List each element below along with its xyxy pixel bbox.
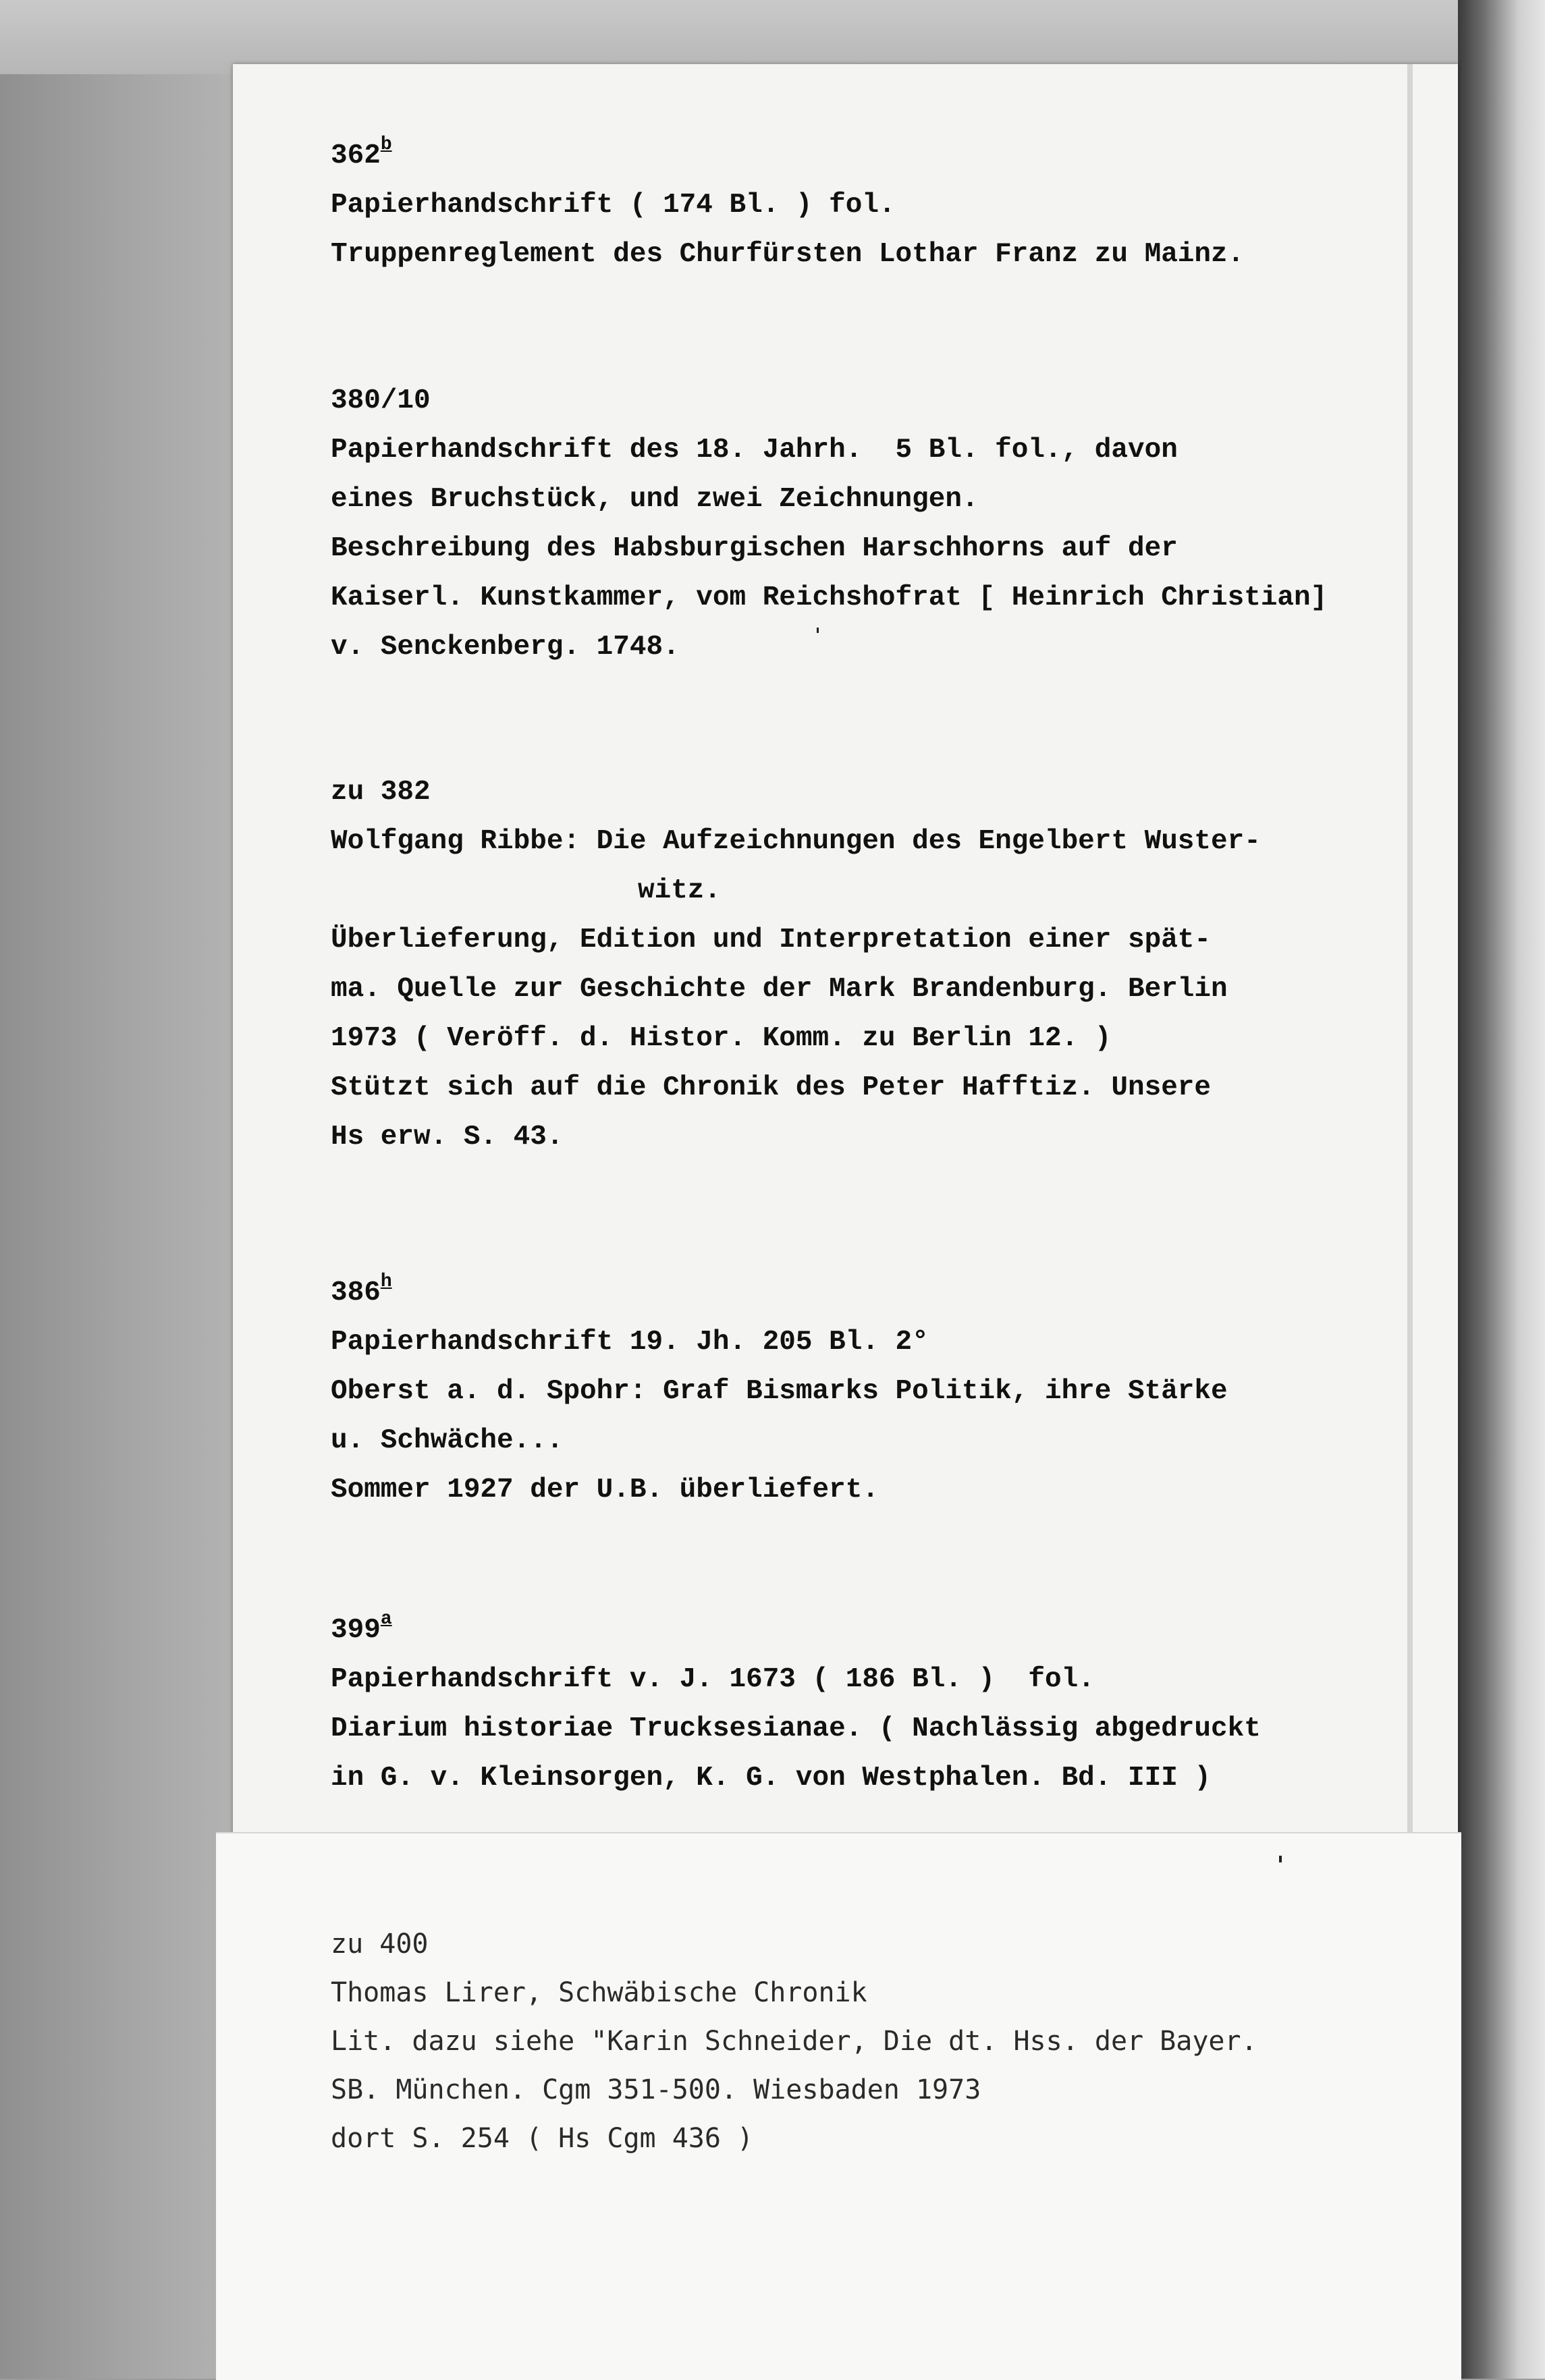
entry-line: Thomas Lirer, Schwäbische Chronik bbox=[331, 1977, 867, 2008]
entry-386h bbox=[331, 1269, 1228, 1515]
backdrop-left bbox=[0, 0, 243, 2379]
entry-number: 362$^b$ bbox=[331, 134, 392, 171]
card-fold-line bbox=[1407, 64, 1413, 1846]
entry-suffix: a bbox=[380, 1609, 392, 1630]
entry-line: dort S. 254 ( Hs Cgm 436 ) bbox=[331, 2123, 754, 2154]
entry-number: zu 382 bbox=[331, 777, 431, 808]
entry-line-indented: witz. bbox=[638, 875, 722, 906]
entry-380-10 bbox=[331, 377, 1327, 672]
entry-line: Papierhandschrift des 18. Jahrh. 5 Bl. fol., davon bbox=[331, 435, 1178, 466]
entry-362b bbox=[331, 132, 1244, 279]
entry-line: Überlieferung, Edition und Interpretation einer spät- bbox=[331, 924, 1212, 956]
entry-line: u. Schwäche... bbox=[331, 1425, 564, 1456]
entry-line: Kaiserl. Kunstkammer, vom Reichshofrat [ Heinrich Christian] bbox=[331, 582, 1328, 613]
backdrop-top bbox=[0, 0, 1545, 74]
entry-number: 399$^a$ bbox=[331, 1609, 392, 1646]
entry-line: ma. Quelle zur Geschichte der Mark Brandenburg. Berlin bbox=[331, 974, 1228, 1005]
entry-line: eines Bruchstück, und zwei Zeichnungen. bbox=[331, 484, 979, 515]
entry-line: Truppenreglement des Churfürsten Lothar Franz zu Mainz. bbox=[331, 239, 1245, 270]
entry-number: 386$^h$ bbox=[331, 1271, 392, 1308]
entry-line: Beschreibung des Habsburgischen Harschhorns auf der bbox=[331, 533, 1178, 564]
entry-suffix: b bbox=[380, 134, 392, 155]
entry-line: Oberst a. d. Spohr: Graf Bismarks Politik, ihre Stärke bbox=[331, 1376, 1228, 1407]
entry-line: Wolfgang Ribbe: Die Aufzeichnungen des Engelbert Wuster- bbox=[331, 826, 1261, 857]
entry-399a bbox=[331, 1606, 1261, 1803]
ink-speck bbox=[817, 628, 819, 633]
entry-suffix: h bbox=[380, 1271, 392, 1292]
entry-line: Lit. dazu siehe "Karin Schneider, Die dt. Hss. der Bayer. bbox=[331, 2026, 1257, 2057]
entry-line: SB. München. Cgm 351-500. Wiesbaden 1973 bbox=[331, 2074, 981, 2105]
entry-number: zu 400 bbox=[331, 1929, 429, 1960]
entry-line: Papierhandschrift ( 174 Bl. ) fol. bbox=[331, 190, 896, 221]
backdrop-right-edge bbox=[1458, 0, 1545, 2379]
entry-number: 380/10 bbox=[331, 385, 431, 416]
entry-line: Hs erw. S. 43. bbox=[331, 1122, 564, 1153]
entry-line: Diarium historiae Trucksesianae. ( Nachlässig abgedruckt bbox=[331, 1713, 1261, 1744]
entry-line: Papierhandschrift v. J. 1673 ( 186 Bl. ) fol. bbox=[331, 1664, 1095, 1695]
entry-line: in G. v. Kleinsorgen, K. G. von Westphalen. Bd. III ) bbox=[331, 1763, 1212, 1794]
entry-line: Sommer 1927 der U.B. überliefert. bbox=[331, 1474, 879, 1505]
entry-line: 1973 ( Veröff. d. Histor. Komm. zu Berlin 12. ) bbox=[331, 1023, 1112, 1054]
entry-zu-382 bbox=[331, 768, 1261, 1162]
entry-zu-400 bbox=[331, 1920, 1257, 2163]
entry-line: Stützt sich auf die Chronik des Peter Hafftiz. Unsere bbox=[331, 1072, 1212, 1103]
entry-line: Papierhandschrift 19. Jh. 205 Bl. 2° bbox=[331, 1327, 929, 1358]
entry-line: v. Senckenberg. 1748. bbox=[331, 632, 680, 663]
ink-speck bbox=[1279, 1856, 1282, 1862]
